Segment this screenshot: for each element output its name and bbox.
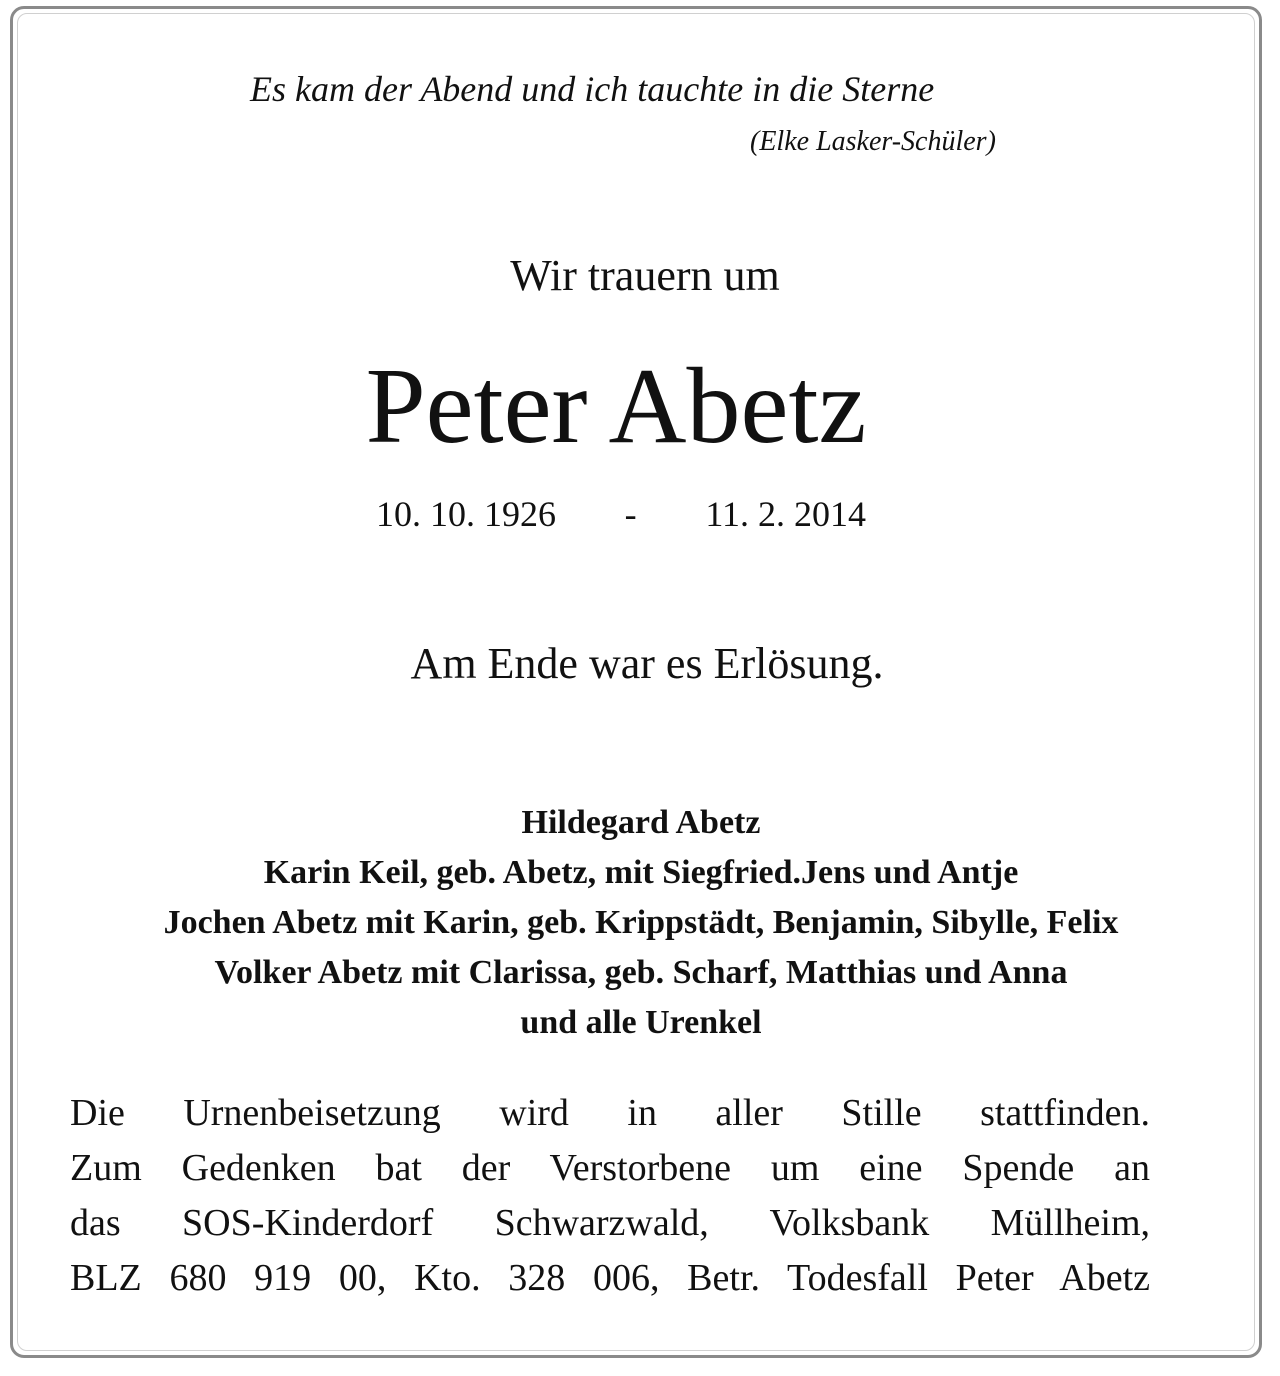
mourner-line: Jochen Abetz mit Karin, geb. Krippstädt, Benjamin, Sibylle, Felix (163, 904, 1119, 941)
life-dates (376, 493, 866, 535)
deceased-name: Peter Abetz (365, 347, 867, 466)
death-date: 11. 2. 2014 (705, 494, 866, 534)
epigraph-author: (Elke Lasker-Schüler) (750, 126, 996, 157)
birth-date: 10. 10. 1926 (376, 494, 556, 534)
mourners-list (0, 798, 1280, 1048)
notice-line: BLZ 680 919 00, Kto. 328 006, Betr. Todesfall Peter Abetz (70, 1257, 1150, 1299)
mourner-line: Karin Keil, geb. Abetz, mit Siegfried.Jens und Antje (263, 854, 1019, 891)
notice-line: Zum Gedenken bat der Verstorbene um eine Spende an (70, 1147, 1150, 1189)
mourner-line: und alle Urenkel (520, 1004, 762, 1041)
closing-line: Am Ende war es Erlösung. (410, 639, 884, 688)
notice-line: das SOS-Kinderdorf Schwarzwald, Volksbank Müllheim, (70, 1202, 1150, 1244)
date-separator: - (624, 494, 637, 534)
notice-line: Die Urnenbeisetzung wird in aller Stille stattfinden. (70, 1092, 1150, 1134)
mourning-intro: Wir trauern um (510, 251, 780, 300)
mourner-line: Volker Abetz mit Clarissa, geb. Scharf, Matthias und Anna (214, 954, 1068, 991)
funeral-notice (70, 1086, 1150, 1306)
mourner-line: Hildegard Abetz (521, 804, 761, 841)
epigraph-quote: Es kam der Abend und ich tauchte in die Sterne (250, 69, 935, 109)
